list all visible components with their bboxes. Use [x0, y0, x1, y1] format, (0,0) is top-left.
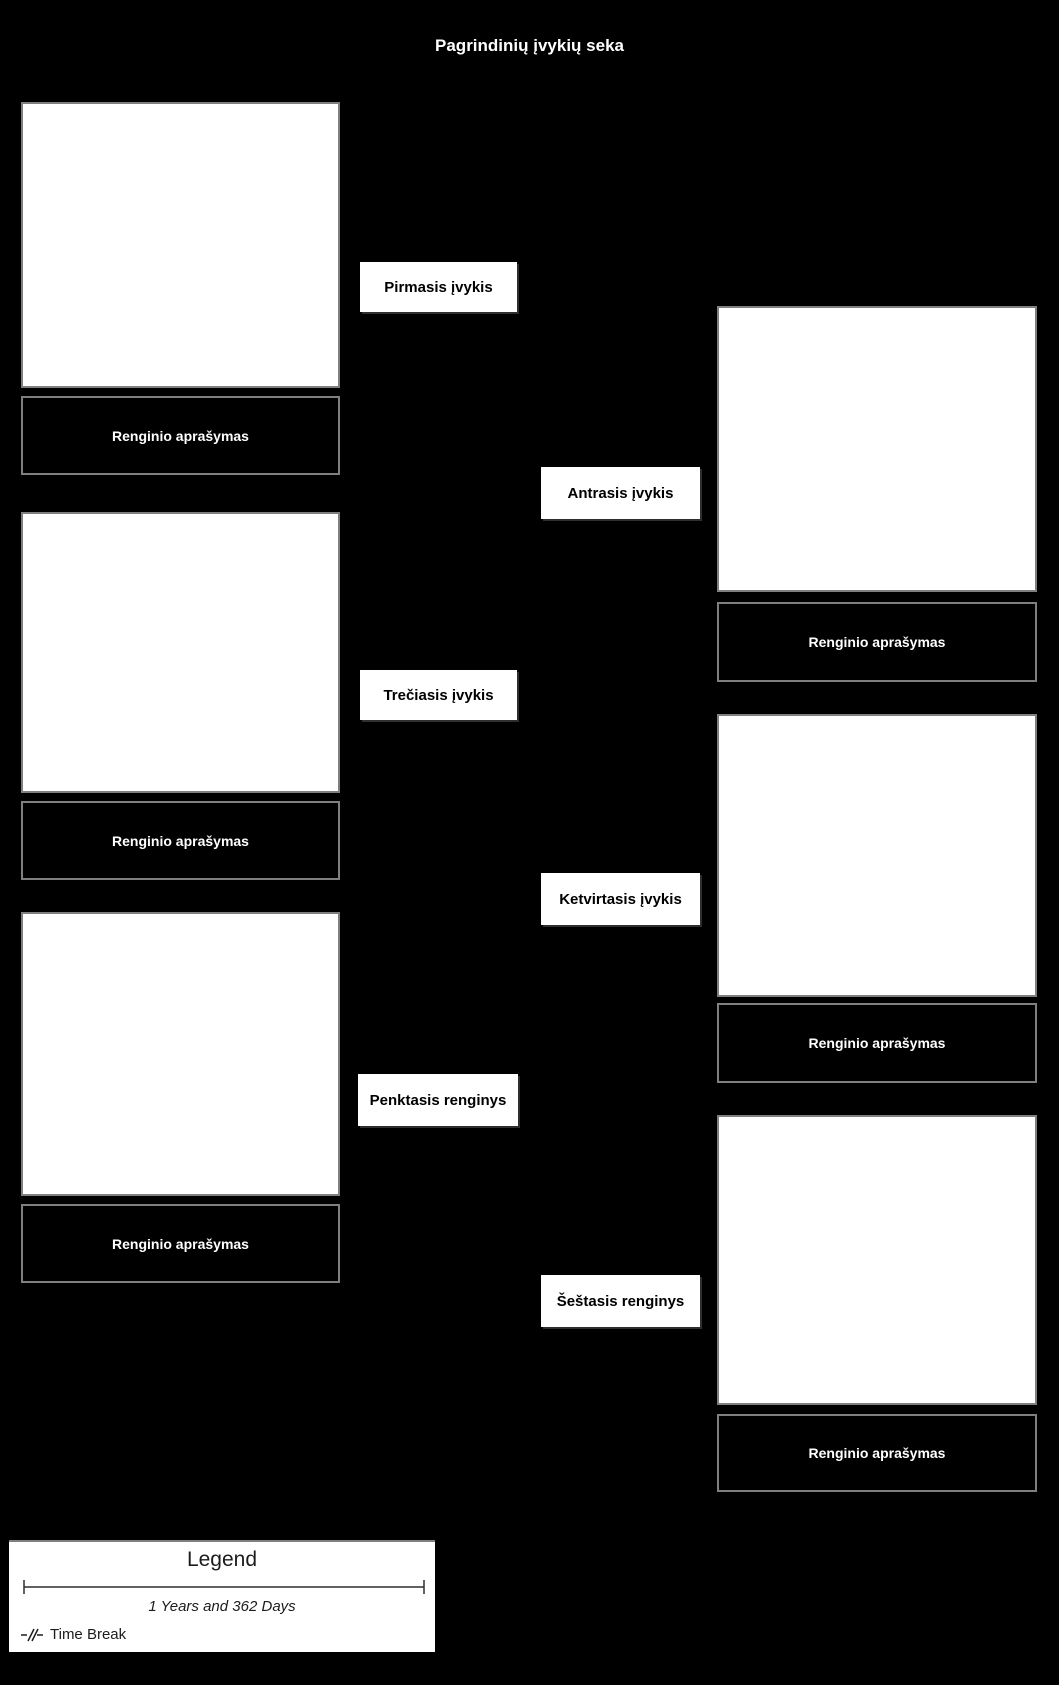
event3-label-cell[interactable]: [360, 670, 517, 720]
event4-label-text: Ketvirtasis įvykis: [559, 890, 682, 908]
event5-image-placeholder[interactable]: [21, 912, 340, 1196]
event1-label-cell[interactable]: [360, 262, 517, 312]
event6-description-cell[interactable]: [717, 1414, 1037, 1492]
event1-description-cell[interactable]: [21, 396, 340, 475]
event4-image-placeholder[interactable]: [717, 714, 1037, 997]
event5-description-cell[interactable]: [21, 1204, 340, 1283]
event2-image-placeholder[interactable]: [717, 306, 1037, 592]
time-interval-label: 1 Years and 362 Days: [148, 1598, 296, 1615]
event2-description-cell[interactable]: [717, 602, 1037, 682]
time-interval-line: [22, 1579, 426, 1595]
event5-label-text: Penktasis renginys: [369, 1091, 507, 1109]
time-break-icon: [21, 1627, 43, 1643]
event6-description-text: Renginio aprašymas: [808, 1445, 946, 1461]
event4-label-cell[interactable]: [541, 873, 700, 925]
time-break-label: Time Break: [50, 1626, 127, 1643]
event2-label-text: Antrasis įvykis: [567, 484, 674, 502]
event6-label-cell[interactable]: [541, 1275, 700, 1327]
event1-label-text: Pirmasis įvykis: [384, 278, 493, 296]
event5-description-text: Renginio aprašymas: [112, 1235, 249, 1252]
event6-image-placeholder[interactable]: [717, 1115, 1037, 1405]
event2-description-text: Renginio aprašymas: [808, 634, 946, 650]
legend-title: Legend: [186, 1548, 258, 1571]
event3-description-text: Renginio aprašymas: [112, 832, 249, 849]
event4-description-cell[interactable]: [717, 1003, 1037, 1083]
event4-description-text: Renginio aprašymas: [808, 1035, 946, 1051]
event3-description-cell[interactable]: [21, 801, 340, 880]
event3-label-text: Trečiasis įvykis: [383, 686, 494, 704]
event2-label-cell[interactable]: [541, 467, 700, 519]
event1-description-text: Renginio aprašymas: [112, 427, 249, 444]
event3-image-placeholder[interactable]: [21, 512, 340, 793]
timeline-title: Pagrindinių įvykių seka: [435, 36, 624, 55]
event5-label-cell[interactable]: [358, 1074, 518, 1126]
event6-label-text: Šeštasis renginys: [556, 1292, 685, 1310]
legend-panel: [9, 1540, 435, 1652]
time-break-row: [21, 1626, 126, 1643]
event1-image-placeholder[interactable]: [21, 102, 340, 388]
